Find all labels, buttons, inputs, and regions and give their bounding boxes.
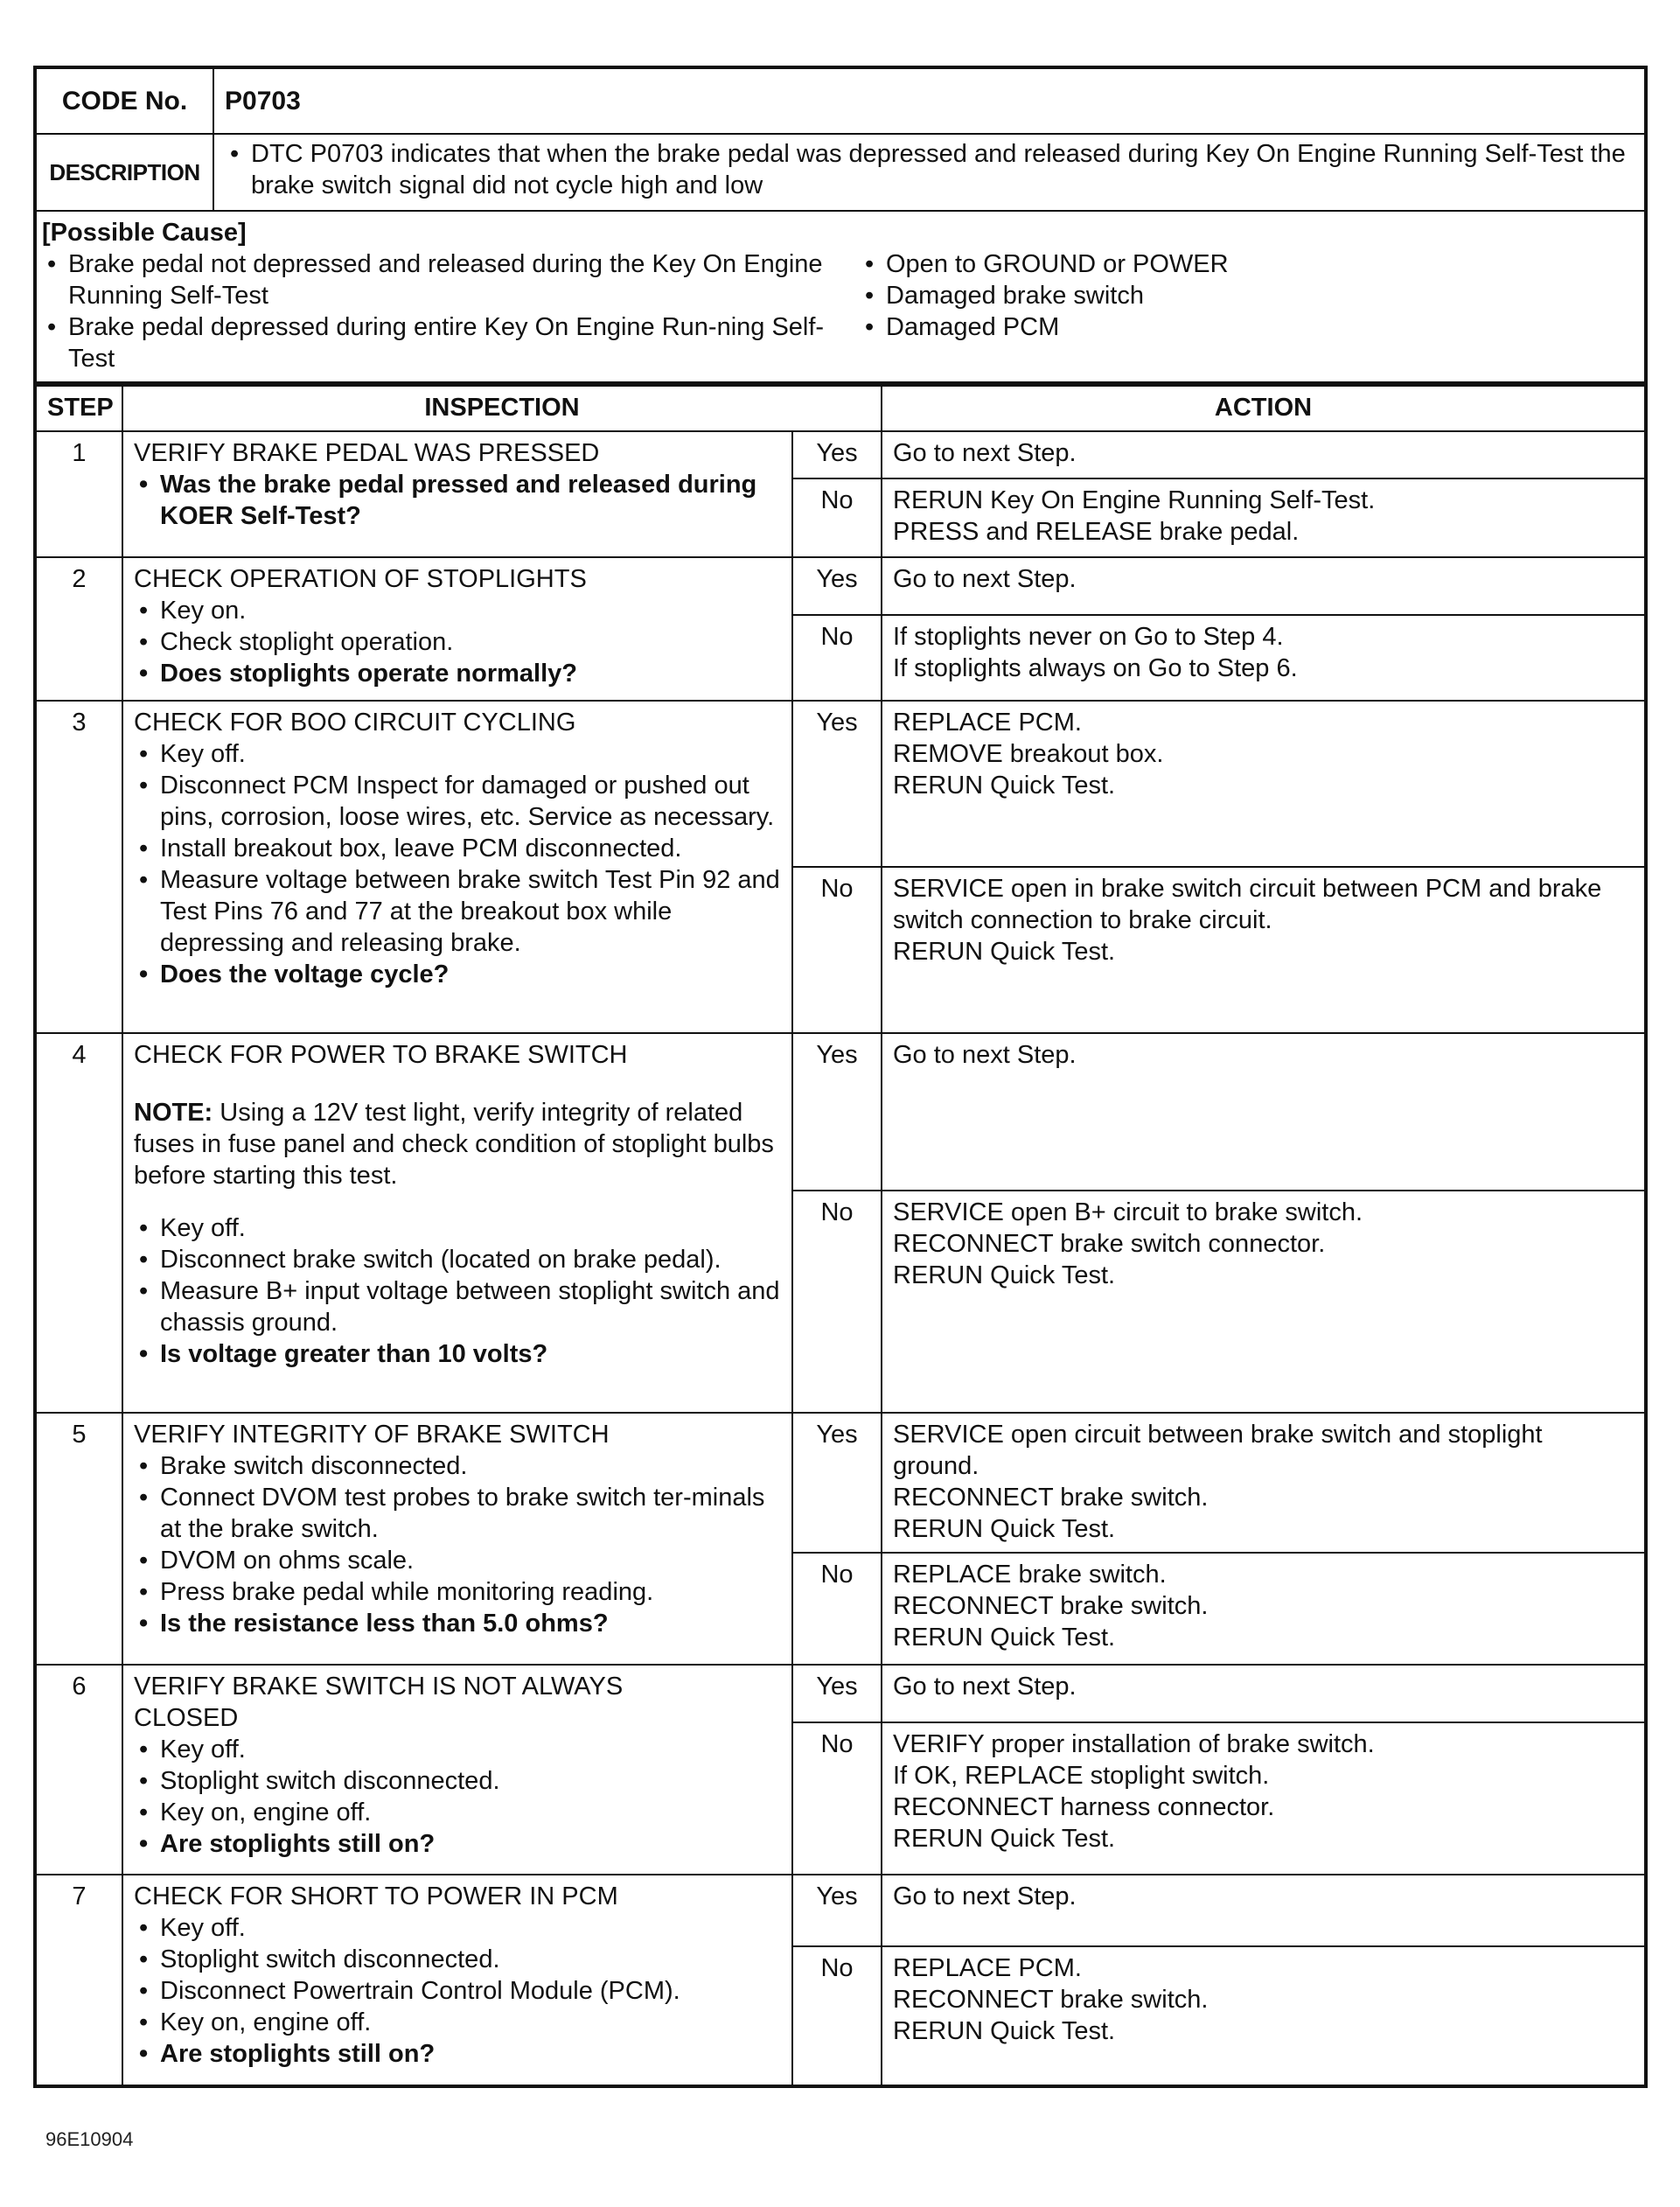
step-bullet: • Stoplight switch disconnected. — [134, 1944, 781, 1975]
cause-item: • Damaged brake switch — [860, 280, 1639, 311]
code-label: CODE No. — [35, 67, 213, 134]
step-number: 5 — [35, 1413, 122, 1665]
possible-cause-columns — [42, 248, 1639, 374]
no-action — [882, 1946, 1646, 2086]
action-line: RECONNECT harness connector. — [893, 1793, 1275, 1821]
step-bullet: • DVOM on ohms scale. — [134, 1545, 781, 1576]
step-question: • Is the resistance less than 5.0 ohms? — [134, 1608, 781, 1639]
action-line: RERUN Quick Test. — [893, 2017, 1116, 2045]
step-title: CHECK OPERATION OF STOPLIGHTS — [134, 565, 587, 593]
cause-item: • Brake pedal depressed during entire Key On Engine Run-ning Self-Test — [42, 311, 860, 374]
step-bullet: • Disconnect PCM Inspect for damaged or pushed out pins, corrosion, loose wires, etc. Service as necessary. — [134, 770, 781, 833]
inspection-cell — [122, 1033, 792, 1413]
step-question: • Are stoplights still on? — [134, 1828, 781, 1860]
code-header-table — [33, 66, 1648, 385]
step-bullet: • Connect DVOM test probes to brake switch ter-minals at the brake switch. — [134, 1482, 781, 1545]
action-line: Go to next Step. — [893, 1882, 1077, 1910]
cause-item: • Open to GROUND or POWER — [860, 248, 1639, 280]
step-title: VERIFY BRAKE SWITCH IS NOT ALWAYS CLOSED — [134, 1673, 624, 1732]
step-note — [134, 1097, 781, 1191]
steps-table — [33, 385, 1648, 2088]
no-label: No — [792, 615, 882, 701]
step-question: • Does stoplights operate normally? — [134, 658, 781, 689]
action-line: SERVICE open B+ circuit to brake switch. — [893, 1198, 1363, 1226]
step-title: CHECK FOR POWER TO BRAKE SWITCH — [134, 1041, 628, 1069]
possible-cause-cell — [35, 211, 1646, 383]
step-bullet: • Stoplight switch disconnected. — [134, 1765, 781, 1797]
table-row — [35, 431, 1646, 478]
step-number: 1 — [35, 431, 122, 557]
description-text: • DTC P0703 indicates that when the brake pedal was depressed and released during Key On Engine Running Self-Test the brake switch signal did not cycle high and low — [225, 138, 1634, 201]
no-label: No — [792, 1553, 882, 1665]
column-header-action: ACTION — [882, 386, 1646, 431]
no-action — [882, 478, 1646, 557]
action-line: RERUN Quick Test. — [893, 1515, 1116, 1543]
yes-label: Yes — [792, 1875, 882, 1946]
cause-item: • Damaged PCM — [860, 311, 1639, 343]
step-bullet: • Key on, engine off. — [134, 1797, 781, 1828]
step-bullet: • Key on. — [134, 595, 781, 626]
yes-label: Yes — [792, 1413, 882, 1553]
yes-action — [882, 701, 1646, 867]
table-row — [35, 1875, 1646, 1946]
step-number: 7 — [35, 1875, 122, 2086]
step-bullet: • Key off. — [134, 1734, 781, 1765]
no-action — [882, 1722, 1646, 1875]
yes-action — [882, 431, 1646, 478]
step-question: • Are stoplights still on? — [134, 2038, 781, 2070]
step-bullet: • Measure B+ input voltage between stoplight switch and chassis ground. — [134, 1275, 781, 1338]
diagnostic-sheet — [33, 66, 1648, 2088]
cause-item: • Brake pedal not depressed and released during the Key On Engine Running Self-Test — [42, 248, 860, 311]
no-action — [882, 1191, 1646, 1413]
step-question: • Does the voltage cycle? — [134, 959, 781, 990]
figure-id: 96E10904 — [45, 2128, 134, 2150]
yes-action — [882, 1413, 1646, 1553]
yes-action — [882, 1033, 1646, 1191]
action-line: REPLACE brake switch. — [893, 1561, 1167, 1589]
step-bullet: • Disconnect brake switch (located on brake pedal). — [134, 1244, 781, 1275]
action-line: PRESS and RELEASE brake pedal. — [893, 518, 1300, 546]
no-label: No — [792, 1191, 882, 1413]
no-label: No — [792, 1722, 882, 1875]
inspection-cell — [122, 701, 792, 1033]
inspection-cell — [122, 1665, 792, 1875]
table-row — [35, 1413, 1646, 1553]
possible-cause-title: [Possible Cause] — [42, 219, 247, 247]
note-label: NOTE: — [134, 1099, 213, 1127]
code-value: P0703 — [213, 67, 1646, 134]
action-line: RERUN Quick Test. — [893, 1825, 1116, 1853]
action-line: If stoplights always on Go to Step 6. — [893, 654, 1298, 682]
step-number: 2 — [35, 557, 122, 701]
no-action — [882, 867, 1646, 1033]
step-bullet: • Key off. — [134, 738, 781, 770]
action-line: RECONNECT brake switch. — [893, 1484, 1209, 1512]
action-line: SERVICE open in brake switch circuit between PCM and brake switch connection to brake circuit. — [893, 875, 1602, 934]
step-title: CHECK FOR SHORT TO POWER IN PCM — [134, 1882, 618, 1910]
action-line: If stoplights never on Go to Step 4. — [893, 623, 1284, 651]
no-action — [882, 615, 1646, 701]
table-row — [35, 1665, 1646, 1722]
inspection-cell — [122, 431, 792, 557]
step-bullet: • Press brake pedal while monitoring reading. — [134, 1576, 781, 1608]
inspection-cell — [122, 557, 792, 701]
action-line: RERUN Quick Test. — [893, 1261, 1116, 1289]
column-header-step: STEP — [35, 386, 122, 431]
yes-action — [882, 1665, 1646, 1722]
action-line: Go to next Step. — [893, 1041, 1077, 1069]
step-bullet: • Key off. — [134, 1912, 781, 1944]
column-header-inspection: INSPECTION — [122, 386, 882, 431]
step-number: 6 — [35, 1665, 122, 1875]
yes-label: Yes — [792, 431, 882, 478]
step-bullet: • Key off. — [134, 1212, 781, 1244]
table-row — [35, 701, 1646, 867]
no-label: No — [792, 478, 882, 557]
step-title: VERIFY INTEGRITY OF BRAKE SWITCH — [134, 1421, 610, 1449]
no-label: No — [792, 867, 882, 1033]
yes-action — [882, 557, 1646, 615]
note-text: Using a 12V test light, verify integrity of related fuses in fuse panel and check condition of stoplight bulbs before starting this test. — [134, 1099, 774, 1190]
yes-label: Yes — [792, 557, 882, 615]
step-title: CHECK FOR BOO CIRCUIT CYCLING — [134, 709, 576, 737]
step-number: 3 — [35, 701, 122, 1033]
action-line: RECONNECT brake switch. — [893, 1986, 1209, 2014]
step-bullet: • Install breakout box, leave PCM disconnected. — [134, 833, 781, 864]
action-line: RECONNECT brake switch. — [893, 1592, 1209, 1620]
action-line: REMOVE breakout box. — [893, 740, 1164, 768]
table-row — [35, 1033, 1646, 1191]
action-line: RERUN Quick Test. — [893, 938, 1116, 966]
step-bullet: • Disconnect Powertrain Control Module (PCM). — [134, 1975, 781, 2007]
action-line: Go to next Step. — [893, 565, 1077, 593]
no-action — [882, 1553, 1646, 1665]
action-line: If OK, REPLACE stoplight switch. — [893, 1762, 1270, 1790]
table-row — [35, 557, 1646, 615]
inspection-cell — [122, 1413, 792, 1665]
step-bullet: • Measure voltage between brake switch Test Pin 92 and Test Pins 76 and 77 at the breakout box while depressing and releasing brake. — [134, 864, 781, 959]
step-bullet: • Check stoplight operation. — [134, 626, 781, 658]
action-line: SERVICE open circuit between brake switch and stoplight ground. — [893, 1421, 1543, 1480]
action-line: RERUN Quick Test. — [893, 772, 1116, 800]
inspection-cell — [122, 1875, 792, 2086]
description-cell — [213, 134, 1646, 211]
description-label: DESCRIPTION — [35, 134, 213, 211]
possible-cause-left — [42, 248, 860, 374]
step-bullet: • Brake switch disconnected. — [134, 1450, 781, 1482]
action-line: VERIFY proper installation of brake switch. — [893, 1730, 1375, 1758]
step-question: • Was the brake pedal pressed and released during KOER Self-Test? — [134, 469, 781, 532]
step-bullet: • Key on, engine off. — [134, 2007, 781, 2038]
action-line: Go to next Step. — [893, 1673, 1077, 1701]
action-line: RERUN Key On Engine Running Self-Test. — [893, 486, 1376, 514]
action-line: REPLACE PCM. — [893, 709, 1082, 737]
action-line: REPLACE PCM. — [893, 1954, 1082, 1982]
yes-label: Yes — [792, 1665, 882, 1722]
action-line: RERUN Quick Test. — [893, 1624, 1116, 1652]
step-question: • Is voltage greater than 10 volts? — [134, 1338, 781, 1370]
yes-label: Yes — [792, 701, 882, 867]
step-title: VERIFY BRAKE PEDAL WAS PRESSED — [134, 439, 600, 467]
action-line: Go to next Step. — [893, 439, 1077, 467]
step-number: 4 — [35, 1033, 122, 1413]
possible-cause-right — [860, 248, 1639, 374]
yes-label: Yes — [792, 1033, 882, 1191]
action-line: RECONNECT brake switch connector. — [893, 1230, 1326, 1258]
yes-action — [882, 1875, 1646, 1946]
no-label: No — [792, 1946, 882, 2086]
